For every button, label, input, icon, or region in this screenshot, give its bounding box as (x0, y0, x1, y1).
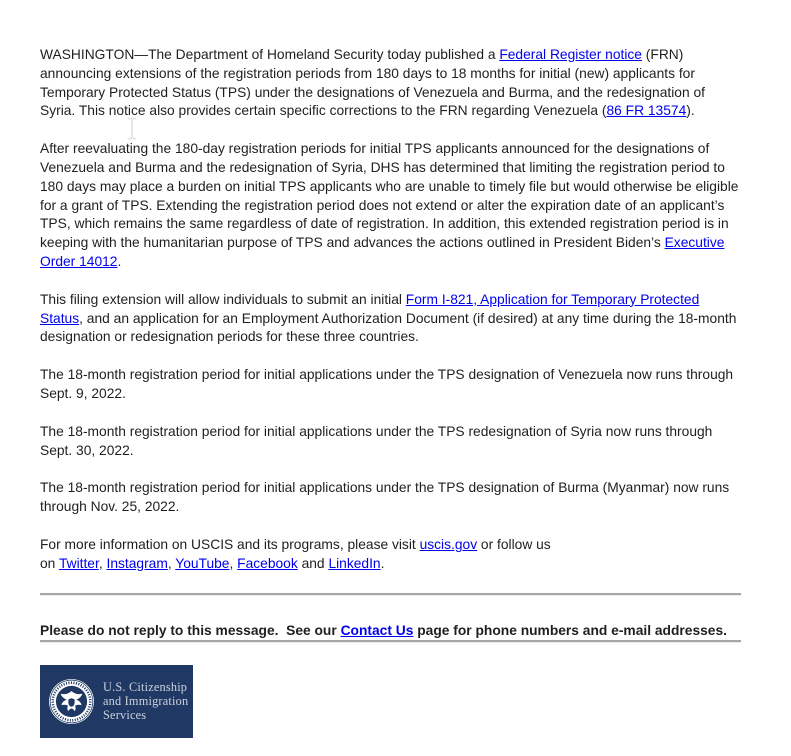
filing-extension-paragraph (40, 291, 741, 347)
86-fr-13574-link[interactable]: 86 FR 13574 (606, 103, 687, 119)
venezuela-period-paragraph (40, 366, 741, 404)
text-run: . (380, 555, 385, 571)
text-run: (FRN) announcing extensions of the registration periods from 180 days to 18 months for initial (new) applicants for Temporary Protected Status (TPS) under the designations of Venezuela and Burma, and the redesignation of Syria. This notice also provides certain specific corrections to the FRN regarding Venezuela ( (40, 47, 705, 119)
uscis-logo-text (103, 681, 188, 722)
syria-period-paragraph (40, 423, 741, 461)
dhs-seal-icon (48, 678, 95, 725)
facebook-link[interactable]: Facebook (237, 555, 298, 571)
text-run: The 18-month registration period for initial applications under the TPS designation of Venezuela now runs through Sept. 9, 2022. (40, 367, 734, 401)
text-run: page for phone numbers and e-mail addresses. (413, 622, 727, 638)
text-run: , and an application for an Employment Authorization Document (if desired) at any time during the 18-month designation or redesignation periods for these three countries. (40, 310, 737, 345)
text-run: . (117, 253, 122, 269)
executive-order-14012-link[interactable]: Executive Order 14012 (40, 235, 725, 269)
reevaluation-paragraph (40, 140, 741, 272)
text-run: The 18-month registration period for initial applications under the TPS designation of Burma (Myanmar) now runs through Nov. 25, 2022. (40, 480, 730, 515)
burma-period-paragraph (40, 479, 741, 517)
federal-register-notice-link[interactable]: Federal Register notice (499, 47, 642, 62)
uscis-gov-link[interactable]: uscis.gov (419, 536, 478, 552)
form-i-821-link[interactable]: Form I-821, Application for Temporary Protected Status (40, 291, 700, 326)
more-info-paragraph (40, 536, 741, 574)
text-run: The 18-month registration period for initial applications under the TPS redesignation of Syria now runs through Sept. 30, 2022. (40, 423, 713, 458)
text-run: , (98, 555, 107, 571)
text-run: Please do not reply to this message. See our (40, 622, 341, 638)
text-run: and (297, 555, 329, 571)
linkedin-link[interactable]: LinkedIn (328, 555, 381, 571)
logo-line-3: Services (103, 707, 147, 722)
do-not-reply-notice (40, 622, 741, 641)
youtube-link[interactable]: YouTube (175, 555, 230, 571)
text-run: on (40, 555, 59, 571)
text-run: , (167, 555, 176, 571)
text-run: This filing extension will allow individuals to submit an initial (40, 291, 406, 307)
twitter-link[interactable]: Twitter (58, 555, 99, 571)
divider-rule-bottom (40, 640, 741, 643)
text-run: WASHINGTON—The Department of Homeland Security today published a (40, 47, 500, 62)
contact-us-link[interactable]: Contact Us (340, 622, 414, 638)
uscis-logo (40, 665, 193, 738)
i-beam-cursor (126, 117, 138, 140)
logo-line-1: U.S. Citizenship (103, 680, 188, 695)
article-body (40, 46, 741, 574)
text-run: or follow us (477, 536, 551, 552)
divider-rule-top (40, 593, 741, 596)
text-run: , (229, 555, 238, 571)
logo-line-2: and Immigration (103, 693, 189, 708)
text-run: After reevaluating the 180-day registration periods for initial TPS applicants announced for the designations of Venezuela and Burma and the redesignation of Syria, DHS has determined that limiting the registration period to 180 days may place a burden on initial TPS applicants who are unable to timely file but would otherwise be eligible for a grant of TPS. Extending the registration period does not extend or alter the expiration date of an applicant’s TPS, which remains the same regardless of date of registration. In addition, this extended registration period is in keeping with the humanitarian purpose of TPS and advances the actions outlined in President Biden’s (40, 141, 739, 251)
intro-paragraph (40, 46, 741, 121)
text-run: ). (686, 103, 695, 119)
text-run: For more information on USCIS and its programs, please visit (40, 536, 420, 552)
instagram-link[interactable]: Instagram (106, 555, 168, 571)
